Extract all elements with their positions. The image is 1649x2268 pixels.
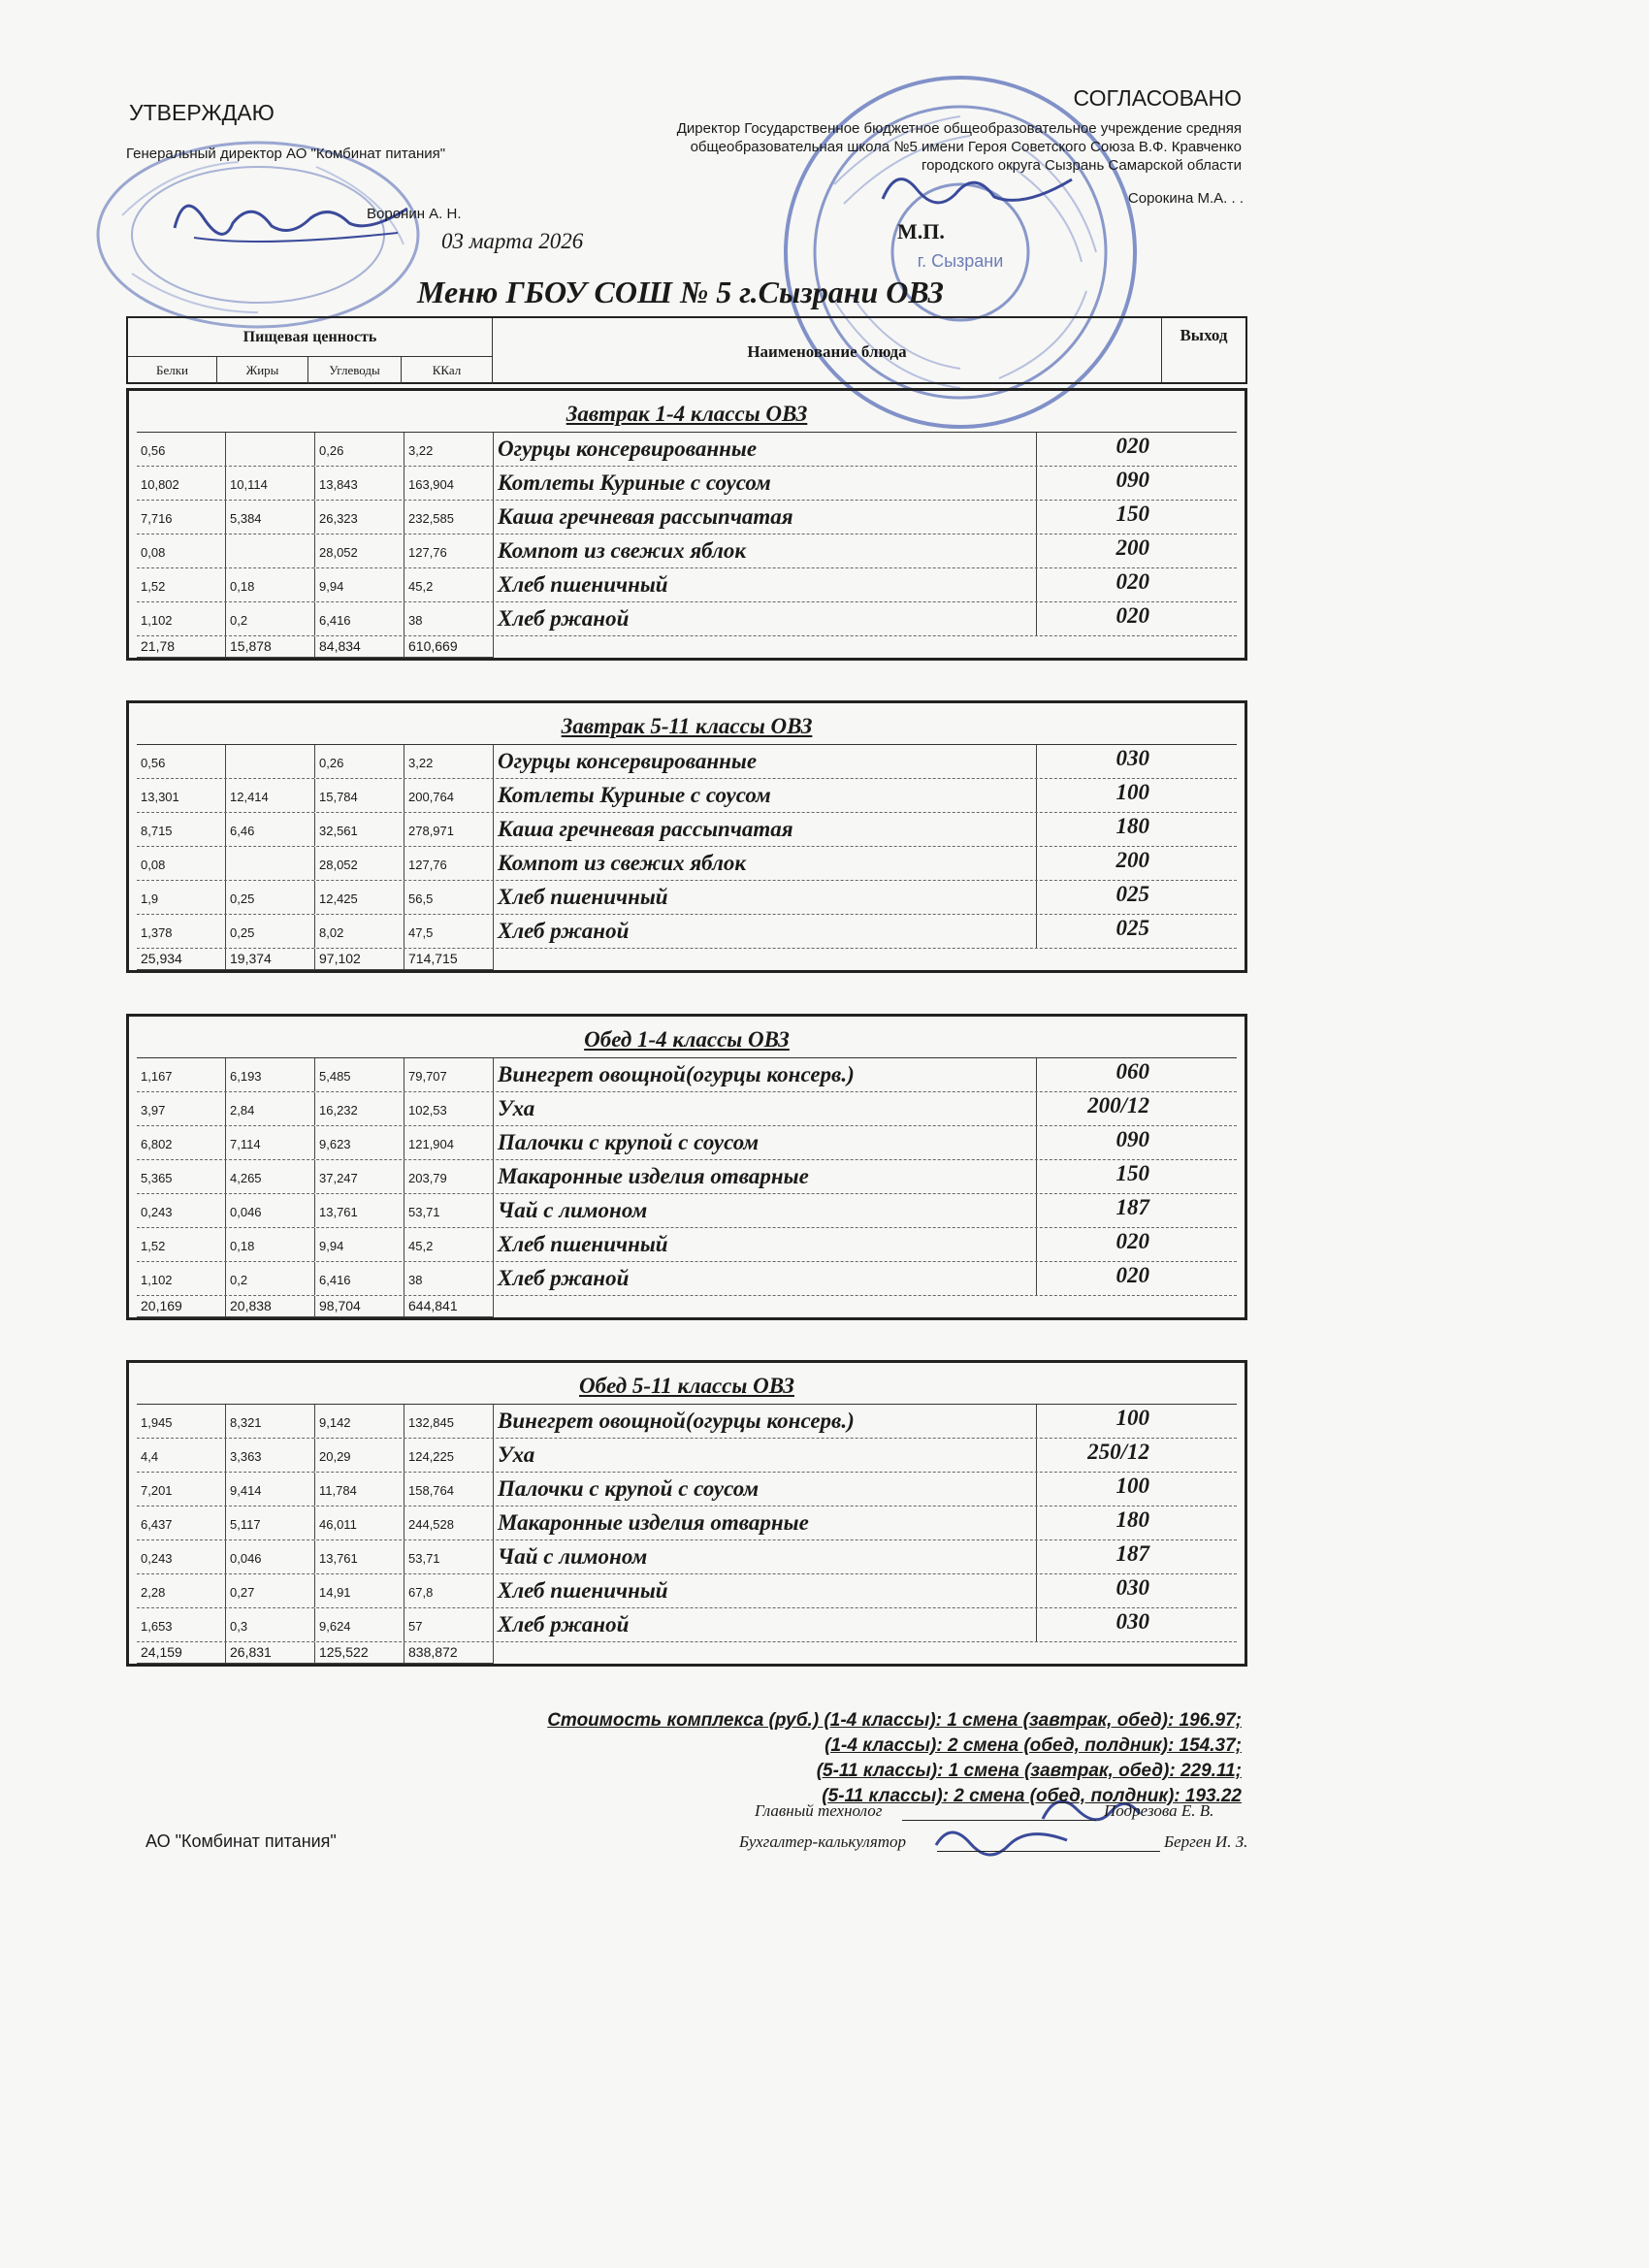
dish-name: Чай с лимоном [494,1540,1037,1573]
menu-section [126,388,1247,661]
dish-name: Каша гречневая рассыпчатая [494,813,1037,846]
kcal-value: 38 [404,602,494,635]
total-carbs: 125,522 [315,1642,404,1664]
dish-name: Макаронные изделия отварные [494,1507,1037,1539]
proteins-value: 8,715 [137,813,226,846]
accountant-signature [931,1816,1077,1864]
total-kcal: 714,715 [404,949,494,970]
dish-row [137,1540,1237,1574]
dish-row [137,1228,1237,1262]
kcal-value: 244,528 [404,1507,494,1539]
dish-row [137,779,1237,813]
approve-name: Воронин А. Н. [367,206,462,222]
agree-line-3: городского округа Сызрань Самарской области [921,157,1242,174]
dish-name: Уха [494,1439,1037,1472]
proteins-value: 0,08 [137,535,226,567]
fats-value: 0,3 [226,1608,315,1641]
dish-name: Хлеб пшеничный [494,1574,1037,1607]
fats-value: 10,114 [226,467,315,500]
section-rows [137,432,1237,636]
dish-name: Котлеты Куриные с соусом [494,467,1037,500]
dish-output: 090 [1116,1127,1149,1151]
carbs-value: 9,94 [315,568,404,601]
kcal-value: 158,764 [404,1473,494,1506]
fats-value [226,535,315,567]
dish-output: 030 [1116,1609,1149,1634]
proteins-value: 1,945 [137,1405,226,1438]
dish-row [137,433,1237,467]
dish-name: Огурцы консервированные [494,745,1037,778]
proteins-value: 1,9 [137,881,226,914]
kcal-value: 127,76 [404,535,494,567]
dish-name: Хлеб ржаной [494,1262,1037,1295]
proteins-value: 1,167 [137,1058,226,1091]
proteins-value: 3,97 [137,1092,226,1125]
dish-output: 180 [1116,1507,1149,1532]
fats-value: 3,363 [226,1439,315,1472]
dish-output: 030 [1116,746,1149,770]
fats-value [226,847,315,880]
section-title: Завтрак 5-11 классы ОВЗ [561,714,813,738]
fats-value: 0,18 [226,1228,315,1261]
dish-row [137,1574,1237,1608]
dish-name: Хлеб ржаной [494,602,1037,635]
carbs-value: 6,416 [315,1262,404,1295]
kcal-value: 38 [404,1262,494,1295]
dish-row [137,1262,1237,1296]
document-title: Меню ГБОУ СОШ № 5 г.Сызрани ОВЗ [417,275,944,309]
dish-name: Винегрет овощной(огурцы консерв.) [494,1405,1037,1438]
proteins-value: 4,4 [137,1439,226,1472]
carbs-value: 16,232 [315,1092,404,1125]
dish-name: Хлеб пшеничный [494,1228,1037,1261]
proteins-value: 10,802 [137,467,226,500]
total-proteins: 25,934 [137,949,226,970]
proteins-value: 1,378 [137,915,226,948]
carbs-value: 6,416 [315,602,404,635]
dish-row [137,915,1237,949]
kcal-value: 57 [404,1608,494,1641]
kcal-value: 53,71 [404,1540,494,1573]
menu-section [126,700,1247,973]
dish-output: 187 [1116,1541,1149,1566]
section-title: Обед 1-4 классы ОВЗ [584,1027,790,1052]
dish-name: Огурцы консервированные [494,433,1037,466]
dish-output: 187 [1116,1195,1149,1219]
total-fats: 20,838 [226,1296,315,1317]
total-carbs: 98,704 [315,1296,404,1317]
dish-row [137,1473,1237,1507]
proteins-value: 5,365 [137,1160,226,1193]
dish-name: Котлеты Куриные с соусом [494,779,1037,812]
cost-line-4: (5-11 классы): 2 смена (обед, полдник): 193.22 [822,1786,1242,1806]
section-total-row [137,949,1245,970]
fats-value: 4,265 [226,1160,315,1193]
dish-row [137,1194,1237,1228]
total-kcal: 838,872 [404,1642,494,1664]
carbs-value: 13,843 [315,467,404,500]
fats-value: 0,046 [226,1194,315,1227]
fats-value: 0,25 [226,915,315,948]
total-kcal: 644,841 [404,1296,494,1317]
fats-value: 0,25 [226,881,315,914]
proteins-value: 6,802 [137,1126,226,1159]
proteins-value: 1,52 [137,1228,226,1261]
kcal-value: 121,904 [404,1126,494,1159]
section-title: Обед 5-11 классы ОВЗ [579,1374,794,1398]
kcal-value: 53,71 [404,1194,494,1227]
dish-row [137,1160,1237,1194]
fats-value [226,433,315,466]
menu-section [126,1014,1247,1320]
carbs-value: 0,26 [315,745,404,778]
kcal-value: 124,225 [404,1439,494,1472]
carbs-value: 37,247 [315,1160,404,1193]
kcal-value: 200,764 [404,779,494,812]
dish-row [137,847,1237,881]
proteins-value: 0,243 [137,1540,226,1573]
carbs-value: 20,29 [315,1439,404,1472]
proteins-value: 0,56 [137,745,226,778]
cost-line-1: Стоимость комплекса (руб.) (1-4 классы): 1 смена (завтрак, обед): 196.97; [547,1710,1242,1731]
kcal-header: ККал [402,357,493,384]
dish-output: 100 [1116,1474,1149,1498]
kcal-value: 127,76 [404,847,494,880]
total-fats: 15,878 [226,636,315,658]
dish-row [137,1092,1237,1126]
stamp-city-text: г. Сызрани [917,251,1004,271]
section-rows [137,1057,1237,1296]
proteins-value: 2,28 [137,1574,226,1607]
dish-name: Хлеб пшеничный [494,568,1037,601]
agree-line-2: общеобразовательная школа №5 имени Героя Советского Союза В.Ф. Кравченко [690,139,1242,155]
kcal-value: 56,5 [404,881,494,914]
proteins-value: 0,08 [137,847,226,880]
dish-output: 060 [1116,1059,1149,1084]
dish-name: Каша гречневая рассыпчатая [494,501,1037,534]
dish-row [137,745,1237,779]
carbs-header: Углеводы [308,357,402,384]
chief-tech-label: Главный технолог [755,1801,883,1820]
proteins-value: 0,56 [137,433,226,466]
dish-row [137,881,1237,915]
proteins-value: 7,716 [137,501,226,534]
fats-value: 0,2 [226,602,315,635]
dish-row [137,501,1237,535]
accountant-signature-line [937,1851,1160,1852]
fats-value: 0,27 [226,1574,315,1607]
kcal-value: 79,707 [404,1058,494,1091]
dish-output: 020 [1116,1229,1149,1253]
carbs-value: 5,485 [315,1058,404,1091]
dish-output: 200 [1116,848,1149,872]
accountant-label: Бухгалтер-калькулятор [739,1832,907,1851]
dish-output: 150 [1116,502,1149,526]
fats-value: 8,321 [226,1405,315,1438]
fats-value [226,745,315,778]
carbs-value: 28,052 [315,847,404,880]
carbs-value: 9,94 [315,1228,404,1261]
dish-output: 025 [1116,882,1149,906]
carbs-value: 14,91 [315,1574,404,1607]
fats-value: 7,114 [226,1126,315,1159]
kcal-value: 67,8 [404,1574,494,1607]
dish-row [137,1608,1237,1642]
accountant-name: Берген И. З. [1164,1832,1248,1851]
dish-output: 020 [1116,434,1149,458]
dish-output: 250/12 [1087,1440,1149,1464]
dish-output: 200 [1116,535,1149,560]
total-proteins: 24,159 [137,1642,226,1664]
dish-row [137,467,1237,501]
carbs-value: 8,02 [315,915,404,948]
total-proteins: 20,169 [137,1296,226,1317]
dish-output: 025 [1116,916,1149,940]
kcal-value: 45,2 [404,1228,494,1261]
dish-row [137,1507,1237,1540]
carbs-value: 15,784 [315,779,404,812]
dish-row [137,1405,1237,1439]
section-total-row [137,636,1245,658]
chief-tech-signature-line [902,1820,1096,1821]
dish-name: Уха [494,1092,1037,1125]
dish-row [137,535,1237,568]
fats-value: 5,117 [226,1507,315,1539]
proteins-value: 1,102 [137,602,226,635]
cost-line-2: (1-4 классы): 2 смена (обед, полдник): 154.37; [824,1735,1242,1756]
carbs-value: 13,761 [315,1194,404,1227]
carbs-value: 9,623 [315,1126,404,1159]
dish-name: Палочки с крупой с соусом [494,1473,1037,1506]
dish-name: Хлеб ржаной [494,1608,1037,1641]
dish-output: 090 [1116,468,1149,492]
carbs-value: 11,784 [315,1473,404,1506]
dish-output: 200/12 [1087,1093,1149,1118]
dish-name: Макаронные изделия отварные [494,1160,1037,1193]
nutrition-header: Пищевая ценность [128,318,493,357]
carbs-value: 26,323 [315,501,404,534]
total-kcal: 610,669 [404,636,494,658]
kcal-value: 232,585 [404,501,494,534]
dish-name-header: Наименование блюда [493,318,1162,382]
dish-output: 020 [1116,1263,1149,1287]
proteins-header: Белки [128,357,217,384]
cost-line-3: (5-11 классы): 1 смена (завтрак, обед): 229.11; [816,1761,1242,1781]
dish-name: Хлеб пшеничный [494,881,1037,914]
dish-row [137,813,1237,847]
output-header: Выход [1180,326,1228,344]
dish-row [137,1439,1237,1473]
carbs-value: 9,142 [315,1405,404,1438]
dish-output: 020 [1116,603,1149,628]
fats-value: 6,46 [226,813,315,846]
fats-value: 5,384 [226,501,315,534]
approve-position: Генеральный директор АО "Комбинат питания" [126,146,446,162]
section-title: Завтрак 1-4 классы ОВЗ [566,402,808,426]
carbs-value: 46,011 [315,1507,404,1539]
kcal-value: 132,845 [404,1405,494,1438]
carbs-value: 13,761 [315,1540,404,1573]
fats-header: Жиры [217,357,308,384]
agree-title: СОГЛАСОВАНО [1073,85,1242,111]
total-fats: 26,831 [226,1642,315,1664]
proteins-value: 7,201 [137,1473,226,1506]
company-name: АО "Комбинат питания" [146,1831,337,1851]
agree-line-1: Директор Государственное бюджетное общеобразовательное учреждение средняя [676,120,1242,137]
agree-name: Сорокина М.А. . . [1127,190,1244,207]
kcal-value: 163,904 [404,467,494,500]
proteins-value: 0,243 [137,1194,226,1227]
dish-name: Винегрет овощной(огурцы консерв.) [494,1058,1037,1091]
proteins-value: 1,102 [137,1262,226,1295]
column-header [126,316,1247,384]
total-carbs: 97,102 [315,949,404,970]
proteins-value: 1,653 [137,1608,226,1641]
total-fats: 19,374 [226,949,315,970]
section-rows [137,744,1237,949]
total-proteins: 21,78 [137,636,226,658]
kcal-value: 3,22 [404,745,494,778]
menu-section [126,1360,1247,1667]
proteins-value: 6,437 [137,1507,226,1539]
fats-value: 0,046 [226,1540,315,1573]
kcal-value: 47,5 [404,915,494,948]
fats-value: 2,84 [226,1092,315,1125]
carbs-value: 9,624 [315,1608,404,1641]
kcal-value: 203,79 [404,1160,494,1193]
dish-output: 100 [1116,780,1149,804]
dish-name: Палочки с крупой с соусом [494,1126,1037,1159]
kcal-value: 45,2 [404,568,494,601]
dish-name: Компот из свежих яблок [494,847,1037,880]
fats-value: 9,414 [226,1473,315,1506]
dish-row [137,1058,1237,1092]
dish-name: Компот из свежих яблок [494,535,1037,567]
dish-row [137,602,1237,636]
stamp-place-mark: М.П. [897,219,945,243]
kcal-value: 3,22 [404,433,494,466]
section-total-row [137,1642,1245,1664]
fats-value: 6,193 [226,1058,315,1091]
carbs-value: 32,561 [315,813,404,846]
fats-value: 0,18 [226,568,315,601]
dish-row [137,1126,1237,1160]
dish-name: Чай с лимоном [494,1194,1037,1227]
carbs-value: 0,26 [315,433,404,466]
approve-title: УТВЕРЖДАЮ [129,100,275,125]
dish-name: Хлеб ржаной [494,915,1037,948]
carbs-value: 28,052 [315,535,404,567]
dish-output: 100 [1116,1406,1149,1430]
fats-value: 12,414 [226,779,315,812]
chief-tech-name: Подрезова Е. В. [1104,1801,1214,1820]
dish-output: 150 [1116,1161,1149,1185]
proteins-value: 1,52 [137,568,226,601]
carbs-value: 12,425 [315,881,404,914]
total-carbs: 84,834 [315,636,404,658]
section-total-row [137,1296,1245,1317]
kcal-value: 278,971 [404,813,494,846]
fats-value: 0,2 [226,1262,315,1295]
dish-output: 020 [1116,569,1149,594]
section-rows [137,1404,1237,1642]
dish-output: 030 [1116,1575,1149,1600]
dish-row [137,568,1237,602]
proteins-value: 13,301 [137,779,226,812]
kcal-value: 102,53 [404,1092,494,1125]
dish-output: 180 [1116,814,1149,838]
menu-date: 03 марта 2026 [441,229,584,253]
